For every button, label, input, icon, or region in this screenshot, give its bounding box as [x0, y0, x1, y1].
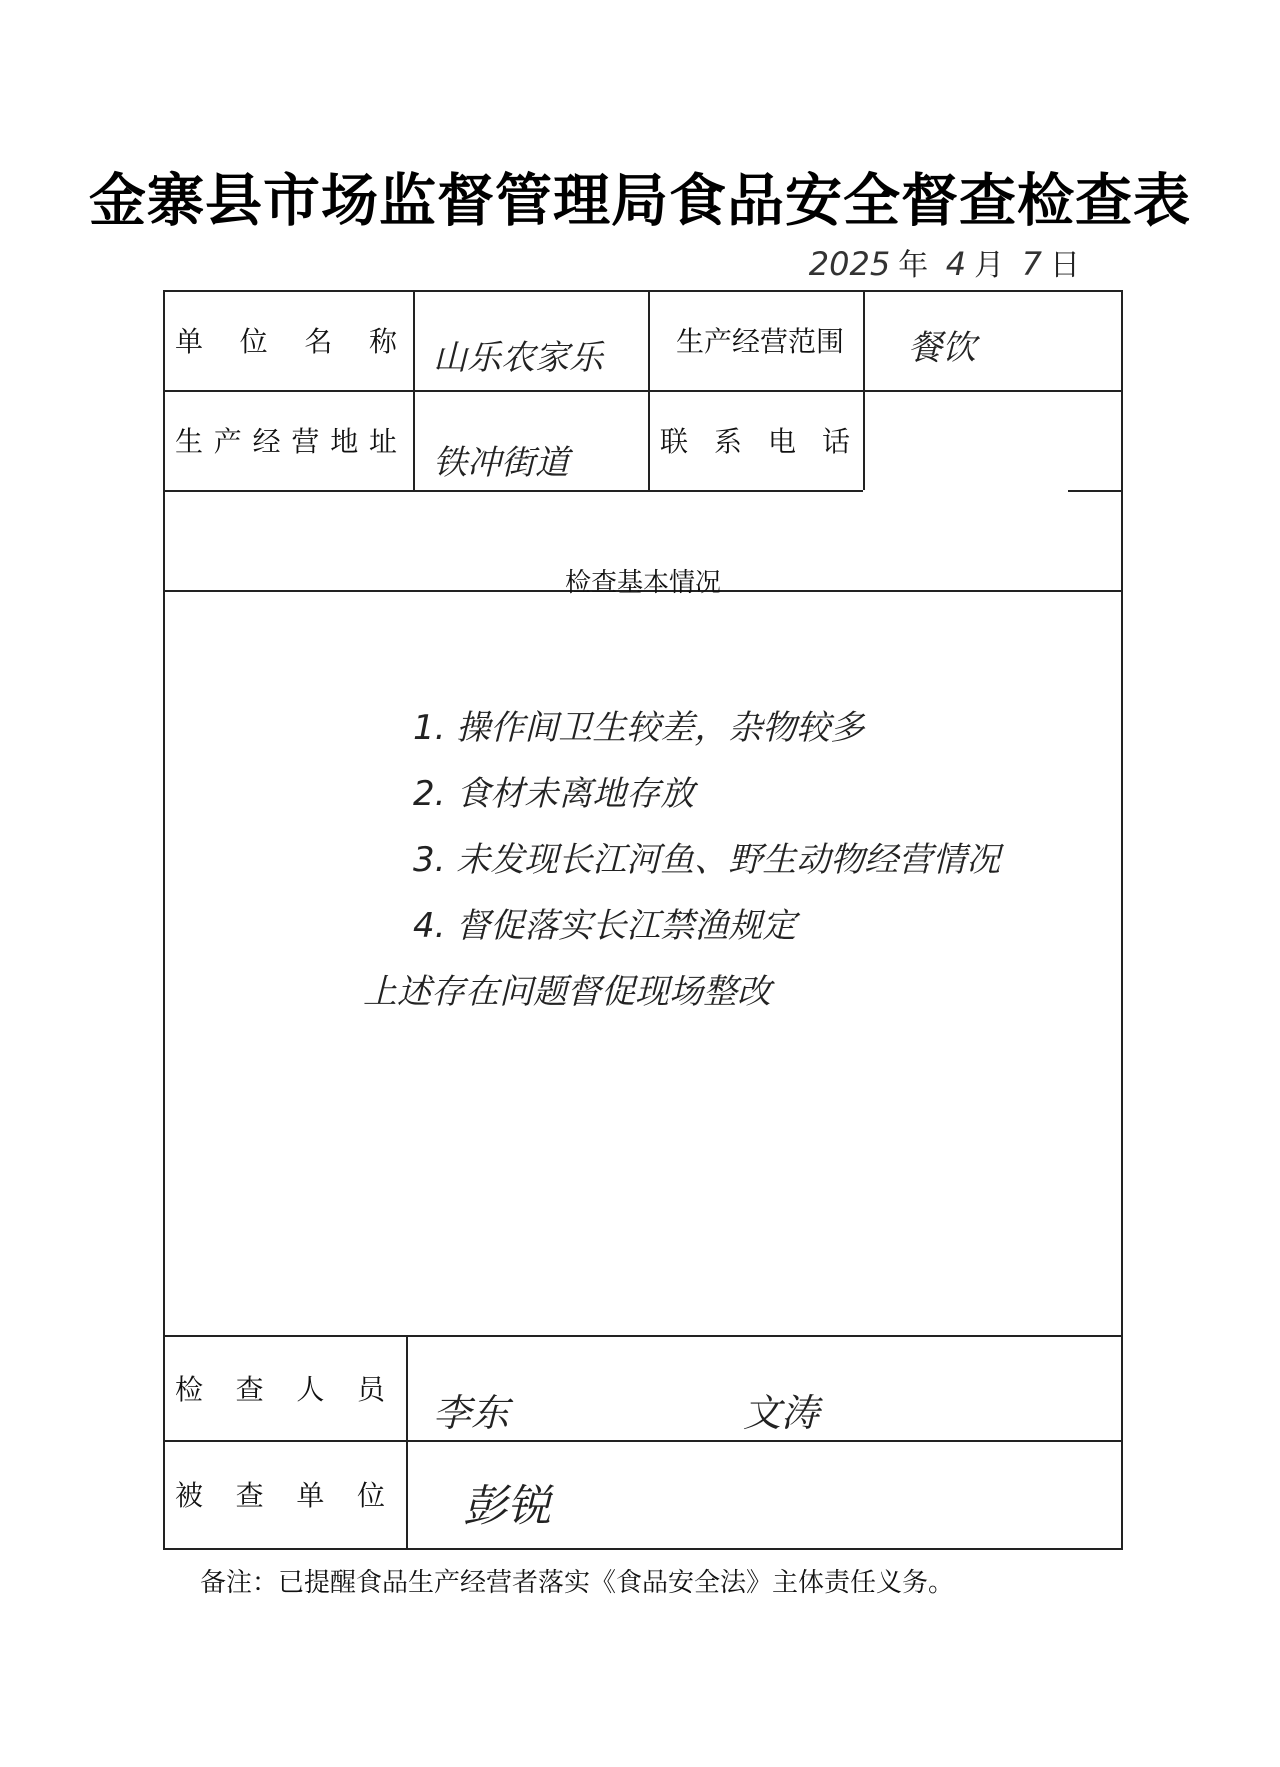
note-line: 上述存在问题督促现场整改 — [363, 972, 771, 1012]
inspection-form — [163, 290, 1123, 1550]
label-char: 位 — [356, 1479, 385, 1512]
address-label — [175, 390, 397, 490]
label-char: 位 — [239, 325, 268, 358]
label-char: 联 — [660, 425, 689, 458]
date-day: 7 — [1021, 245, 1042, 283]
scope-value: 餐饮 — [908, 328, 976, 368]
rule-row2-right — [1068, 490, 1123, 492]
rule-row2 — [163, 490, 863, 492]
label-char: 员 — [356, 1372, 385, 1406]
document-title: 金寨县市场监督管理局食品安全督查检查表 — [89, 168, 1191, 234]
inspector-signature-2: 文涛 — [743, 1391, 820, 1435]
remark-note: 备注：已提醒食品生产经营者落实《食品安全法》主体责任义务。 — [200, 1568, 955, 1598]
date-month: 4 — [945, 245, 967, 283]
note-line: 2. 食材未离地存放 — [413, 774, 695, 814]
note-line: 3. 未发现长江河鱼、野生动物经营情况 — [413, 840, 1001, 880]
scope-label: 生产经营范围 — [675, 325, 844, 358]
note-line: 4. 督促落实长江禁渔规定 — [413, 906, 797, 946]
label-char: 查 — [235, 1479, 264, 1512]
inspector-signature-1: 李东 — [433, 1391, 510, 1435]
date-year-suffix: 年 — [898, 248, 929, 283]
rule-col1-bottom — [406, 1335, 408, 1550]
rule-col2 — [648, 290, 650, 490]
inspected-unit-label — [175, 1440, 385, 1548]
label-char: 单 — [175, 325, 204, 358]
label-char: 址 — [368, 425, 397, 458]
label-char: 营 — [291, 425, 320, 458]
label-char: 产 — [213, 425, 242, 458]
date-month-suffix: 月 — [974, 248, 1005, 283]
phone-label — [660, 390, 850, 490]
inspected-unit-signature: 彭锐 — [463, 1481, 551, 1532]
unit-name-label — [175, 290, 397, 390]
label-char: 称 — [368, 325, 397, 358]
inspector-label — [175, 1335, 385, 1440]
label-char: 生 — [175, 425, 204, 458]
label-char: 名 — [304, 325, 333, 358]
date-day-suffix: 日 — [1050, 248, 1080, 283]
label-char: 被 — [175, 1479, 204, 1512]
label-char: 检 — [175, 1372, 204, 1406]
label-char: 话 — [821, 425, 850, 458]
rule-col3 — [863, 290, 865, 490]
label-char: 系 — [713, 425, 742, 458]
border-left — [163, 290, 165, 1550]
date — [801, 240, 1080, 284]
label-char: 人 — [296, 1372, 325, 1406]
label-char: 经 — [252, 425, 281, 458]
border-bottom — [163, 1548, 1123, 1550]
date-year: 2025 — [808, 245, 891, 283]
label-char: 地 — [330, 425, 359, 458]
address-value: 铁冲街道 — [433, 443, 569, 483]
rule-col1-top — [413, 290, 415, 490]
label-char: 电 — [767, 425, 796, 458]
inspection-notes — [363, 695, 1063, 1025]
unit-name-value: 山乐农家乐 — [433, 338, 603, 378]
label-char: 查 — [235, 1372, 264, 1406]
border-right — [1121, 290, 1123, 1550]
label-char: 单 — [296, 1479, 325, 1512]
note-line: 1. 操作间卫生较差，杂物较多 — [413, 708, 865, 748]
section-title: 检查基本情况 — [564, 567, 721, 598]
